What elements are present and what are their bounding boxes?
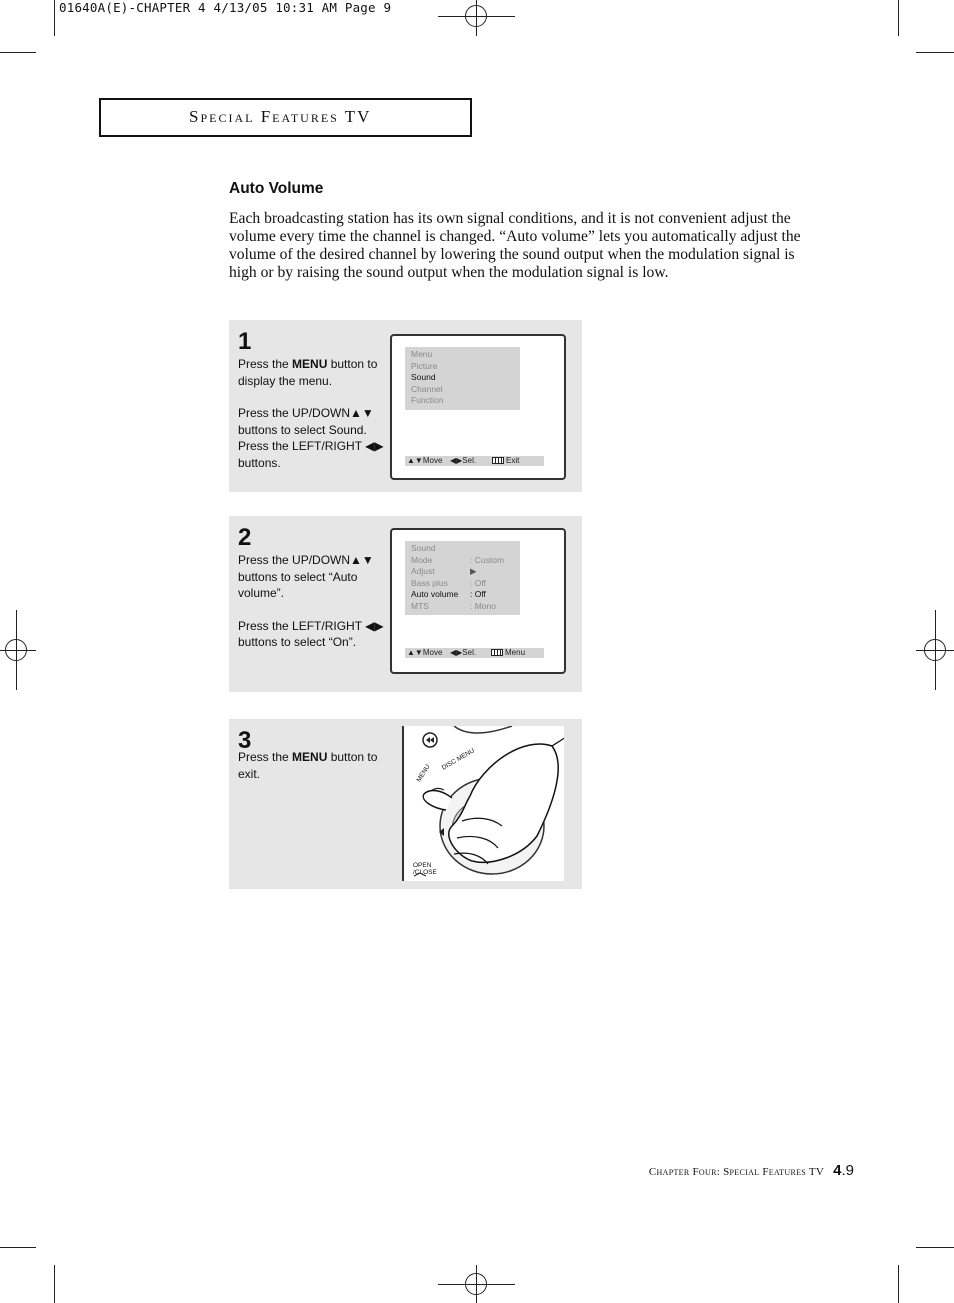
crop-mark [916,1247,954,1248]
right-arrow-icon: ▶ [470,566,477,576]
menu-row-mts [411,601,520,613]
step-number: 2 [238,524,252,551]
page-heading: Auto Volume [229,180,324,197]
page-number-page: .9 [841,1162,854,1179]
step-3-panel [229,719,582,889]
osd-menu [405,347,520,410]
instruction-line [238,356,386,389]
row-label: MTS [411,600,429,611]
row-value: : Off [470,589,486,599]
nav-move-hint: ▲▼Move [407,648,443,657]
nav-select-hint: ◀▶Sel. [450,456,477,465]
osd-nav-bar [405,456,544,466]
page-number-chapter: 4 [833,1162,842,1179]
crop-mark [898,1265,899,1303]
step-instructions [238,749,386,798]
nav-menu-hint: Menu [505,648,526,657]
menu-row-mode [411,555,520,567]
page-footer [649,1162,854,1180]
crop-mark [54,1265,55,1303]
step-instructions [238,552,386,667]
step-number: 1 [238,328,252,355]
menu-row-auto-volume [411,589,520,601]
menu-row-adjust [411,566,520,578]
row-value: : Off [470,577,486,588]
osd-sound-menu [405,541,520,615]
step-2-panel [229,516,582,692]
step-number: 3 [238,727,252,754]
crop-mark [898,0,899,36]
print-slug: 01640A(E)-CHAPTER 4 4/13/05 10:31 AM Page 9 [59,0,392,15]
instruction-line: Press the UP/DOWN▲▼ buttons to select “Auto volume”. [238,553,374,600]
menu-item-function: Function [411,395,444,405]
disc-menu-key-label: DISC MENU [440,747,476,772]
remote-illustration [402,726,564,881]
row-label: Auto volume [411,589,459,599]
instruction-text: Press the [238,750,293,764]
instruction-line [238,749,386,782]
instruction-text: button to exit. [238,750,378,781]
menu-key-label: MENU [415,763,432,784]
menu-key-label: MENU [292,750,328,764]
menu-title: Menu [411,349,433,359]
page-number [833,1162,854,1179]
instruction-text: Press the [238,357,293,371]
section-title: Special Features TV [189,107,372,126]
nav-move-hint: ▲▼Move [407,456,443,465]
chapter-label: Chapter Four: Special Features TV [648,1166,825,1178]
hand-pressing-remote-icon [402,726,564,881]
row-label: Adjust [411,566,435,576]
menu-title: Sound [411,543,436,553]
open-close-key-label: OPEN /CLOSE [413,862,437,876]
menu-button-icon [492,457,504,464]
menu-item-picture: Picture [411,360,438,371]
crop-mark [916,52,954,53]
nav-select-hint: ◀▶Sel. [450,648,477,657]
row-value: : Custom [470,554,505,565]
registration-mark [924,639,946,661]
registration-mark [465,1273,487,1295]
step-instructions [238,356,386,487]
crop-mark [0,1247,36,1248]
tv-screen [390,334,566,480]
menu-item-channel: Channel [411,383,443,394]
registration-mark [465,5,487,27]
menu-item-sound: Sound [411,372,436,382]
crop-mark [0,52,36,53]
step-1-panel [229,320,582,492]
section-header [99,98,472,137]
menu-key-label: MENU [292,357,328,371]
row-value: : Mono [470,600,496,611]
osd-nav-bar [405,648,544,658]
registration-mark [5,639,27,661]
nav-exit-hint: Exit [506,456,520,465]
menu-row-bass-plus [411,578,520,590]
tv-screen [390,528,566,674]
row-label: Mode [411,554,433,565]
instruction-line: Press the LEFT/RIGHT ◀▶ buttons to select “On”. [238,618,384,649]
row-label: Bass plus [411,577,448,588]
menu-button-icon [491,649,503,656]
crop-mark [54,0,55,36]
intro-paragraph: Each broadcasting station has its own signal conditions, and it is not convenient adjust the volume every time the channel is changed. “Auto volume” lets you automatically adjust the volume of the desired channel by lowering the sound output when the modulation signal is high or by raising the sound output when the modulation signal is low. [229,210,801,281]
instruction-line: Press the UP/DOWN▲▼ buttons to select Sound. Press the LEFT/RIGHT ◀▶ buttons. [238,406,384,470]
instruction-text: button to display the menu. [238,357,378,388]
